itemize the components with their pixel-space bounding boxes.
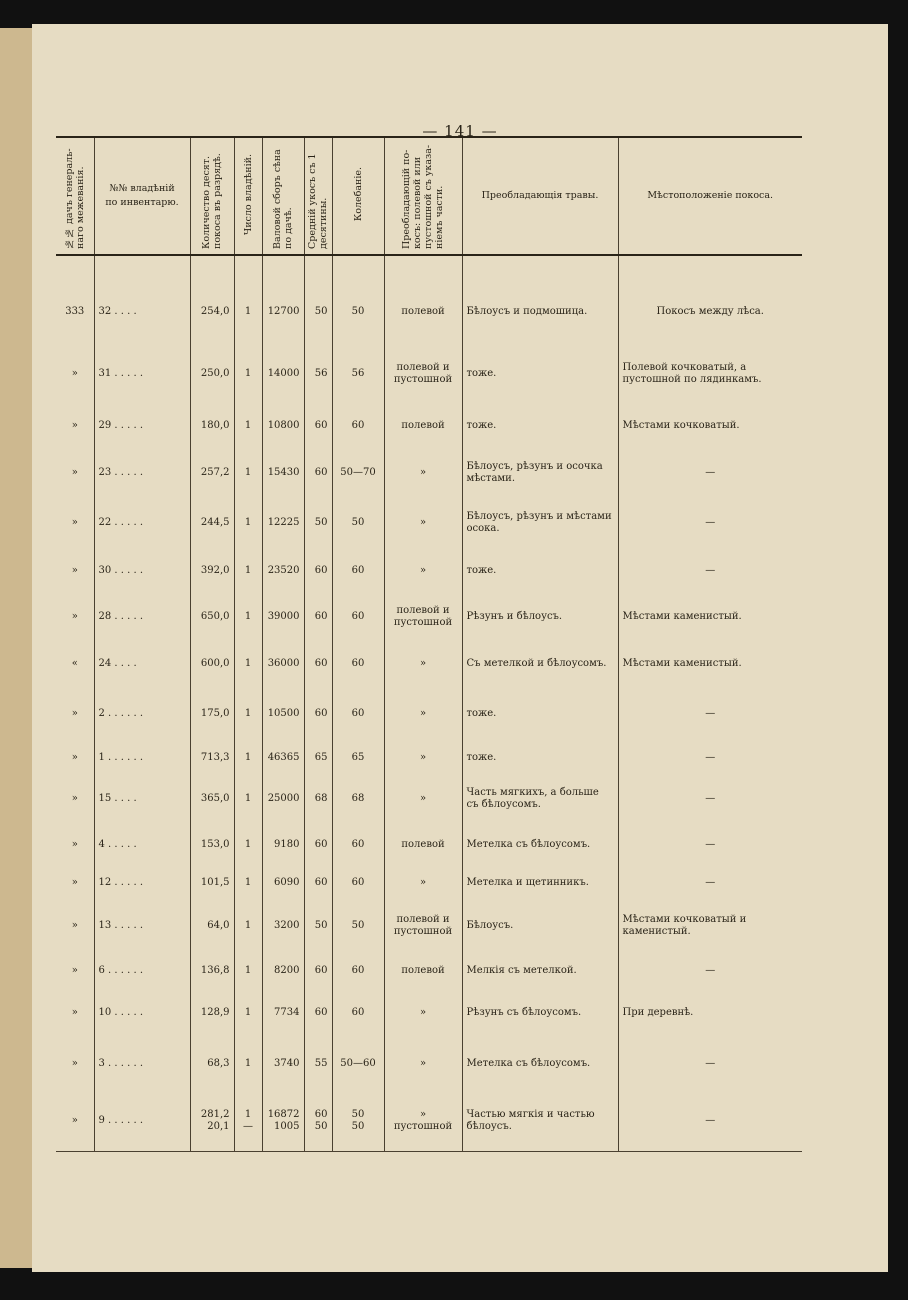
cell-valovoy: 25000 [262, 775, 304, 823]
table-row [56, 990, 802, 1036]
cell-travy: Рѣзунъ съ бѣлоусомъ. [462, 990, 618, 1036]
cell-sredniy: 60 [304, 952, 332, 990]
cell-chislo: 1 [234, 775, 262, 823]
cell-travy: Бѣлоусъ и подмошица. [462, 255, 618, 345]
cell-dacha: » [71, 610, 78, 622]
cell-dacha: 333 [65, 305, 85, 317]
cell-vladenie: 6 . . . . . . [94, 952, 190, 990]
cell-kolichestvo: 136,8 [190, 952, 234, 990]
cell-pokos: полевой [384, 823, 462, 866]
cell-chislo: 1 [234, 823, 262, 866]
cell-chislo: 1 [234, 952, 262, 990]
cell-dacha: » [71, 419, 78, 431]
cell-chislo: 1 [234, 900, 262, 952]
table-row [56, 775, 802, 823]
cell-mesto: — [618, 866, 802, 900]
cell-pokos: » [384, 448, 462, 498]
cell-mesto: — [618, 823, 802, 866]
cell-sredniy: 68 [304, 775, 332, 823]
cell-kolichestvo: 600,0 [190, 640, 234, 688]
cell-chislo: 1 [234, 990, 262, 1036]
cell-travy: тоже. [462, 403, 618, 448]
cell-travy: Метелка съ бѣлоусомъ. [462, 1036, 618, 1091]
cell-travy: Частью мягкія и частью бѣлоусъ. [462, 1091, 618, 1151]
cell-pokos: » [384, 688, 462, 740]
table-row [56, 740, 802, 775]
cell-kolichestvo-a: 281,2 [200, 1108, 230, 1120]
table-row [56, 688, 802, 740]
cell-sredniy: 60 [304, 593, 332, 640]
header-valovoy: Валовой сборъ сѣна по дачѣ. [262, 137, 304, 255]
cell-kolebanie: 50 [332, 498, 384, 548]
cell-kolebanie: 60 [332, 593, 384, 640]
cell-valovoy: 36000 [262, 640, 304, 688]
cell-sredniy: 50 [304, 900, 332, 952]
cell-kolebanie: 60 [332, 952, 384, 990]
table-row [56, 866, 802, 900]
previous-page-edge [0, 28, 34, 1268]
cell-mesto: — [618, 740, 802, 775]
cell-valovoy: 7734 [262, 990, 304, 1036]
cell-dacha: » [71, 517, 78, 528]
cell-mesto: Полевой кочковатый, а пустошной по лядинкамъ. [618, 345, 802, 403]
cell-kolichestvo: 64,0 [190, 900, 234, 952]
cell-chislo [234, 1091, 262, 1151]
table-row [56, 900, 802, 952]
cell-dacha: » [71, 920, 78, 931]
cell-valovoy: 14000 [262, 345, 304, 403]
cell-dacha: » [71, 1007, 78, 1018]
cell-sredniy: 55 [304, 1036, 332, 1091]
cell-sredniy: 50 [304, 255, 332, 345]
cell-chislo: 1 [234, 866, 262, 900]
cell-pokos: полевой и пустошной [384, 345, 462, 403]
cell-vladenie: 13 . . . . . [94, 900, 190, 952]
cell-mesto: — [618, 952, 802, 990]
cell-mesto: Мѣстами кочковатый и каменистый. [618, 900, 802, 952]
cell-chislo: 1 [234, 403, 262, 448]
cell-kolichestvo: 128,9 [190, 990, 234, 1036]
cell-dacha: » [71, 965, 78, 976]
cell-kolebanie-a: 50 [351, 1108, 365, 1120]
cell-mesto: — [618, 448, 802, 498]
cell-valovoy: 46365 [262, 740, 304, 775]
cell-sredniy: 60 [304, 823, 332, 866]
cell-chislo: 1 [234, 255, 262, 345]
cell-travy: Метелка съ бѣлоусомъ. [462, 823, 618, 866]
cell-valovoy: 23520 [262, 548, 304, 593]
header-dacha-no: №№ дачъ генераль-наго межеванія. [56, 137, 94, 255]
cell-travy: Бѣлоусъ, рѣзунъ и осочка мѣстами. [462, 448, 618, 498]
table-row [56, 403, 802, 448]
cell-sredniy: 56 [304, 345, 332, 403]
cell-dacha: » [71, 708, 78, 719]
cell-kolichestvo: 153,0 [190, 823, 234, 866]
cell-sredniy-b: 50 [314, 1120, 328, 1132]
cell-travy: тоже. [462, 688, 618, 740]
cell-valovoy: 15430 [262, 448, 304, 498]
cell-dacha: » [71, 368, 78, 379]
cell-chislo: 1 [234, 640, 262, 688]
cell-chislo-b: — [243, 1120, 253, 1132]
cell-valovoy: 3200 [262, 900, 304, 952]
cell-pokos: полевой [384, 952, 462, 990]
table-row [56, 255, 802, 345]
cell-dacha: » [71, 793, 78, 804]
header-travy: Преобладающія травы. [462, 137, 618, 255]
cell-pokos: полевой [384, 255, 462, 345]
header-kolebanie: Колебаніе. [332, 137, 384, 255]
cell-chislo: 1 [234, 448, 262, 498]
cell-sredniy: 60 [304, 990, 332, 1036]
cell-dacha: » [71, 751, 78, 763]
cell-valovoy: 9180 [262, 823, 304, 866]
cell-kolichestvo: 180,0 [190, 403, 234, 448]
cell-vladenie: 2 . . . . . . [94, 688, 190, 740]
cell-vladenie: 3 . . . . . . [94, 1036, 190, 1091]
cell-pokos: полевой [384, 403, 462, 448]
cell-vladenie: 10 . . . . . [94, 990, 190, 1036]
cell-vladenie: 22 . . . . . [94, 498, 190, 548]
cell-valovoy: 12700 [262, 255, 304, 345]
cell-chislo-a: 1 [244, 1108, 252, 1120]
cell-vladenie: 30 . . . . . [94, 548, 190, 593]
cell-kolebanie: 50—60 [332, 1036, 384, 1091]
cell-chislo: 1 [234, 345, 262, 403]
hay-harvest-table [56, 136, 802, 1152]
cell-kolichestvo: 68,3 [190, 1036, 234, 1091]
cell-valovoy: 10500 [262, 688, 304, 740]
cell-sredniy: 50 [304, 498, 332, 548]
table-row [56, 640, 802, 688]
cell-sredniy: 65 [304, 740, 332, 775]
cell-vladenie: 12 . . . . . [94, 866, 190, 900]
cell-dacha: » [71, 564, 78, 576]
cell-kolebanie: 60 [332, 688, 384, 740]
cell-kolichestvo: 713,3 [190, 740, 234, 775]
cell-mesto: Мѣстами каменистый. [618, 640, 802, 688]
table-row [56, 548, 802, 593]
cell-kolichestvo: 254,0 [190, 255, 234, 345]
cell-valovoy: 10800 [262, 403, 304, 448]
cell-kolichestvo [190, 1091, 234, 1151]
cell-kolichestvo: 244,5 [190, 498, 234, 548]
cell-mesto: Мѣстами кочковатый. [618, 403, 802, 448]
cell-valovoy: 8200 [262, 952, 304, 990]
header-row [56, 137, 802, 255]
cell-chislo: 1 [234, 740, 262, 775]
header-vladenie-no: №№ владѣній по инвентарю. [94, 137, 190, 255]
cell-travy: тоже. [462, 740, 618, 775]
cell-valovoy-a: 16872 [267, 1108, 300, 1120]
cell-chislo: 1 [234, 688, 262, 740]
cell-kolichestvo: 257,2 [190, 448, 234, 498]
cell-travy: Часть мягкихъ, а больше съ бѣлоусомъ. [462, 775, 618, 823]
cell-kolebanie: 60 [332, 640, 384, 688]
cell-kolebanie: 60 [332, 548, 384, 593]
cell-chislo: 1 [234, 593, 262, 640]
header-sredniy: Средній укосъ съ 1 десятины. [304, 137, 332, 255]
cell-vladenie: 29 . . . . . [94, 403, 190, 448]
table-row [56, 823, 802, 866]
cell-sredniy: 60 [304, 866, 332, 900]
cell-travy: Бѣлоусъ. [462, 900, 618, 952]
table-row [56, 1091, 802, 1151]
cell-kolebanie: 50 [332, 255, 384, 345]
table-row [56, 952, 802, 990]
cell-pokos: » [384, 740, 462, 775]
cell-mesto: При деревнѣ. [618, 990, 802, 1036]
cell-kolichestvo: 650,0 [190, 593, 234, 640]
cell-dacha: » [71, 467, 78, 478]
header-chislo: Число владѣній. [234, 137, 262, 255]
cell-sredniy [304, 1091, 332, 1151]
cell-mesto: — [618, 548, 802, 593]
cell-valovoy: 39000 [262, 593, 304, 640]
cell-mesto: Покосъ между лѣса. [618, 255, 802, 345]
cell-pokos: » [384, 990, 462, 1036]
cell-valovoy [262, 1091, 304, 1151]
header-kolichestvo: Количество десят. покоса въ разрядѣ. [190, 137, 234, 255]
table-row [56, 1036, 802, 1091]
cell-sredniy: 60 [304, 548, 332, 593]
cell-pokos-b: пустошной [393, 1120, 453, 1132]
table-row [56, 345, 802, 403]
cell-travy: тоже. [462, 548, 618, 593]
cell-sredniy: 60 [304, 448, 332, 498]
cell-kolebanie: 60 [332, 990, 384, 1036]
cell-sredniy: 60 [304, 640, 332, 688]
cell-kolichestvo: 392,0 [190, 548, 234, 593]
cell-valovoy: 6090 [262, 866, 304, 900]
cell-pokos: » [384, 498, 462, 548]
cell-mesto: — [618, 1091, 802, 1151]
cell-valovoy: 3740 [262, 1036, 304, 1091]
cell-pokos: » [384, 1036, 462, 1091]
cell-vladenie: 9 . . . . . . [94, 1091, 190, 1151]
cell-kolebanie [332, 1091, 384, 1151]
cell-kolichestvo-b: 20,1 [207, 1120, 230, 1132]
cell-dacha: « [71, 658, 78, 669]
cell-pokos: » [384, 775, 462, 823]
cell-valovoy-b: 1005 [274, 1120, 300, 1132]
cell-vladenie: 28 . . . . . [94, 593, 190, 640]
cell-vladenie: 1 . . . . . . [94, 740, 190, 775]
cell-pokos: » [384, 640, 462, 688]
table-row [56, 593, 802, 640]
cell-dacha: » [56, 1091, 94, 1151]
cell-kolebanie: 60 [332, 823, 384, 866]
cell-vladenie: 15 . . . . [94, 775, 190, 823]
cell-mesto: — [618, 498, 802, 548]
header-preobl-pokos: Преобладающій по-косъ: полевой или пустошной съ указа-ніемъ части. [384, 137, 462, 255]
cell-kolichestvo: 250,0 [190, 345, 234, 403]
cell-travy: Съ метелкой и бѣлоусомъ. [462, 640, 618, 688]
cell-mesto: — [618, 1036, 802, 1091]
cell-sredniy: 60 [304, 403, 332, 448]
cell-vladenie: 31 . . . . . [94, 345, 190, 403]
cell-vladenie: 32 . . . . [94, 255, 190, 345]
cell-kolebanie: 65 [332, 740, 384, 775]
cell-kolebanie: 56 [332, 345, 384, 403]
cell-sredniy: 60 [304, 688, 332, 740]
cell-mesto: — [618, 688, 802, 740]
cell-vladenie: 4 . . . . . [94, 823, 190, 866]
page-number: — 141 — [422, 122, 498, 140]
cell-chislo: 1 [234, 548, 262, 593]
cell-kolebanie: 68 [332, 775, 384, 823]
cell-sredniy-a: 60 [314, 1108, 328, 1120]
cell-pokos: полевой и пустошной [384, 900, 462, 952]
cell-kolichestvo: 101,5 [190, 866, 234, 900]
cell-vladenie: 23 . . . . . [94, 448, 190, 498]
header-mesto: Мѣстоположеніе покоса. [618, 137, 802, 255]
table-row [56, 498, 802, 548]
cell-mesto: — [618, 775, 802, 823]
table-row [56, 448, 802, 498]
cell-travy: Бѣлоусъ, рѣзунъ и мѣстами осока. [462, 498, 618, 548]
cell-kolichestvo: 365,0 [190, 775, 234, 823]
cell-kolebanie: 60 [332, 866, 384, 900]
cell-kolebanie-b: 50 [351, 1120, 365, 1132]
cell-chislo: 1 [234, 498, 262, 548]
cell-travy: Мелкія съ метелкой. [462, 952, 618, 990]
cell-kolichestvo: 175,0 [190, 688, 234, 740]
cell-pokos: » [384, 548, 462, 593]
cell-travy: Рѣзунъ и бѣлоусъ. [462, 593, 618, 640]
cell-vladenie: 24 . . . . [94, 640, 190, 688]
cell-valovoy: 12225 [262, 498, 304, 548]
cell-pokos-a: » [419, 1108, 427, 1120]
cell-pokos: » [384, 866, 462, 900]
cell-travy: Метелка и щетинникъ. [462, 866, 618, 900]
cell-kolebanie: 60 [332, 403, 384, 448]
cell-dacha: » [71, 877, 78, 888]
cell-kolebanie: 50—70 [332, 448, 384, 498]
cell-dacha: » [71, 1057, 78, 1069]
cell-kolebanie: 50 [332, 900, 384, 952]
cell-chislo: 1 [234, 1036, 262, 1091]
cell-pokos [384, 1091, 462, 1151]
cell-pokos: полевой и пустошной [384, 593, 462, 640]
cell-mesto: Мѣстами каменистый. [618, 593, 802, 640]
cell-dacha: » [71, 838, 78, 850]
cell-travy: тоже. [462, 345, 618, 403]
